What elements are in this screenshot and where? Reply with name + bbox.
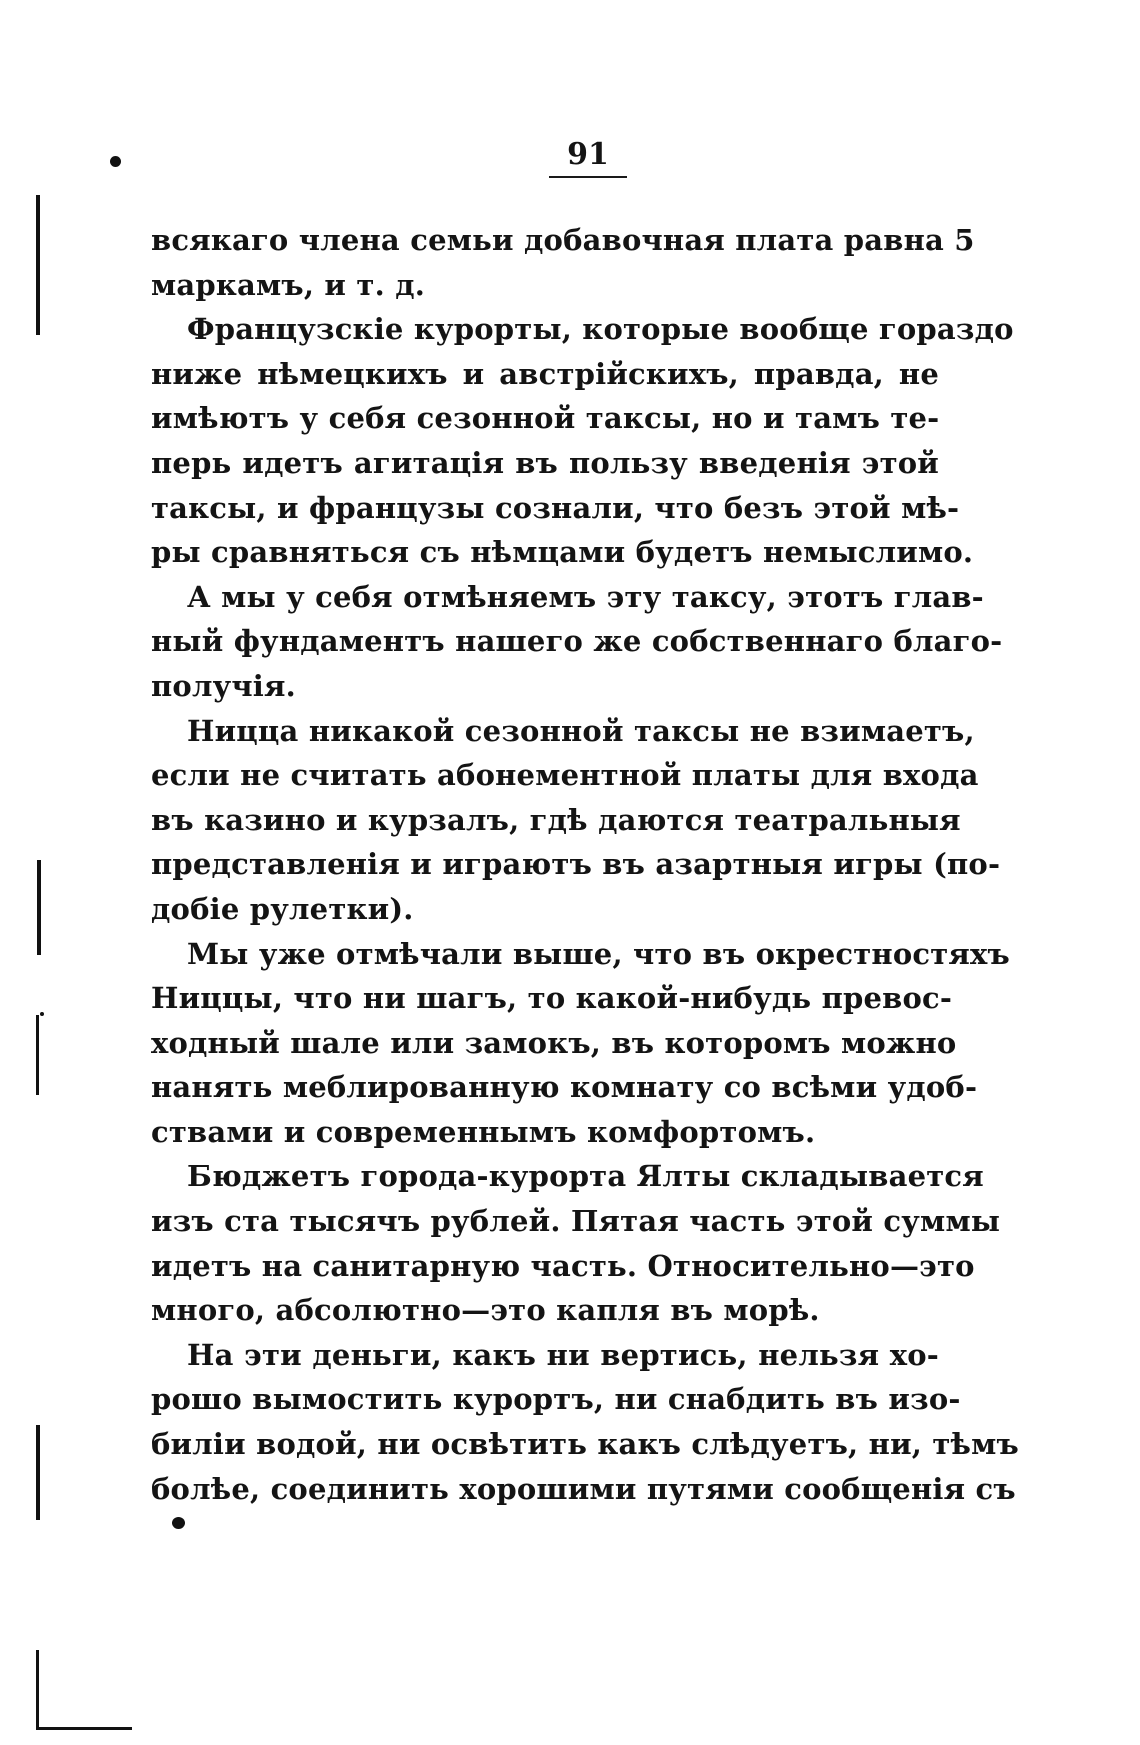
text-line: рошо вымостить курортъ, ни снабдить въ изо- [151,1382,961,1417]
text-line: На эти деньги, какъ ни вертись, нельзя хо- [187,1337,939,1372]
text-line: добіе рулетки). [151,891,414,926]
text-line: если не считать абонементной платы для входа [151,758,979,793]
text-line: ниже нѣмецкихъ и австрійскихъ, правда, не [151,356,939,391]
text-line: получія. [151,668,296,703]
text-line: ры сравняться съ нѣмцами будетъ немыслимо. [151,535,974,570]
text-line: таксы, и французы сознали, что безъ этой мѣ- [151,490,960,525]
text-line: болѣе, соединить хорошими путями сообщенія съ [151,1471,1016,1506]
text-line: Ниццы, что ни шагъ, то какой-нибудь превос- [151,981,953,1016]
ink-dot-mark [110,156,121,167]
text-line: изъ ста тысячъ рублей. Пятая часть этой суммы [151,1204,1001,1239]
text-line: Бюджетъ города-курорта Ялты складывается [187,1159,984,1194]
page-number-area [0,137,1140,178]
text-line: биліи водой, ни освѣтить какъ слѣдуетъ, ни, тѣмъ [151,1427,1019,1462]
text-line: ходный шале или замокъ, въ которомъ можно [151,1025,957,1060]
margin-edge-mark [36,195,40,335]
text-line: представленія и играютъ въ азартныя игры (по- [151,847,1001,882]
text-line: Ницца никакой сезонной таксы не взимаетъ, [187,713,975,748]
page-number: 91 [549,137,627,178]
text-line: имѣютъ у себя сезонной таксы, но и тамъ те- [151,401,940,436]
text-line: Французскіе курорты, которые вообще гораздо [187,312,1014,347]
text-line: много, абсолютно—это капля въ морѣ. [151,1293,820,1328]
text-line: Мы уже отмѣчали выше, что въ окрестностяхъ [187,936,1010,971]
text-line: перь идетъ агитація въ пользу введенія этой [151,445,939,480]
margin-edge-mark [36,1015,39,1095]
text-line: А мы у себя отмѣняемъ эту таксу, этотъ глав- [187,579,984,614]
text-line: въ казино и курзалъ, гдѣ даются театральныя [151,802,961,837]
text-line: ный фундаментъ нашего же собственнаго благо- [151,624,1003,659]
text-line: идетъ на санитарную часть. Относительно—это [151,1248,975,1283]
text-line: всякаго члена семьи добавочная плата равна 5 [151,223,975,257]
ink-dot-mark [172,1517,185,1529]
text-line: маркамъ, и т. д. [151,267,426,302]
margin-edge-mark [36,1727,132,1730]
ink-dot-mark [40,1012,44,1016]
body-text [151,218,1019,1511]
text-line: ствами и современнымъ комфортомъ. [151,1114,816,1149]
margin-edge-mark [36,1650,39,1730]
margin-edge-mark [36,1425,40,1520]
margin-edge-mark [37,860,41,955]
text-line: нанять меблированную комнату со всѣми удоб- [151,1070,978,1105]
